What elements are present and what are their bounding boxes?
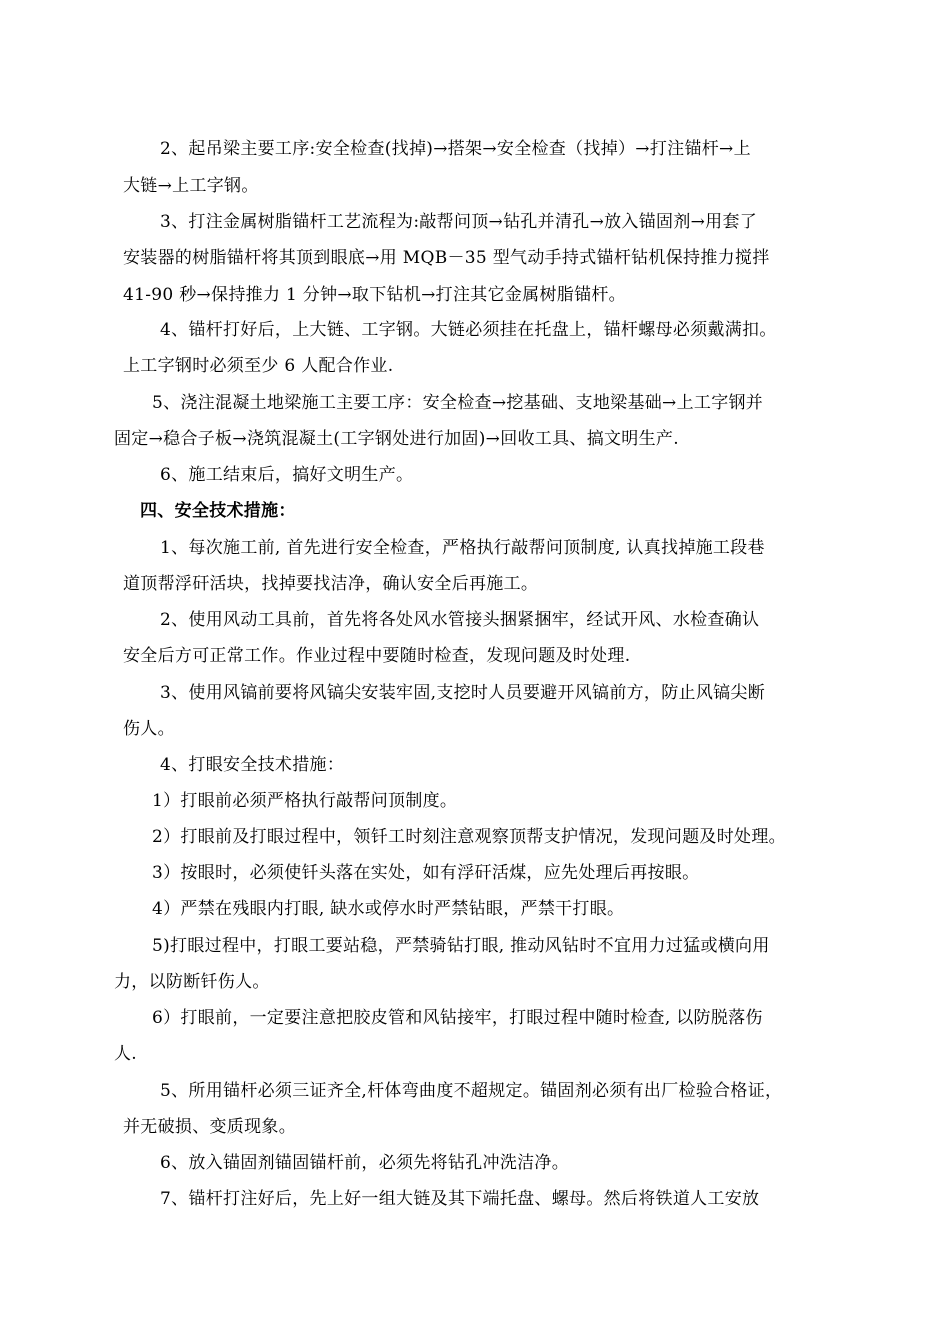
- text-line: 1、每次施工前, 首先进行安全检查，严格执行敲帮问顶制度, 认真找掉施工段巷: [160, 538, 765, 558]
- text-line: 3）按眼时，必须使钎头落在实处，如有浮矸活煤，应先处理后再按眼。: [152, 863, 700, 883]
- text-line: 4）严禁在残眼内打眼, 缺水或停水时严禁钻眼，严禁干打眼。: [152, 899, 625, 919]
- text-line: 5)打眼过程中，打眼工要站稳，严禁骑钻打眼, 推动风钻时不宜用力过猛或横向用: [152, 936, 770, 956]
- text-line: 2、使用风动工具前，首先将各处风水管接头捆紧捆牢，经试开风、水检查确认: [160, 610, 760, 630]
- text-line: 人.: [114, 1044, 138, 1064]
- text-line: 5、所用锚杆必须三证齐全,杆体弯曲度不超规定。锚固剂必须有出厂检验合格证，: [160, 1081, 783, 1101]
- text-line: 6、放入锚固剂锚固锚杆前，必须先将钻孔冲洗洁净。: [160, 1153, 570, 1173]
- text-line: 大链→上工字钢。: [123, 176, 259, 196]
- text-line: 6）打眼前，一定要注意把胶皮管和风钻接牢，打眼过程中随时检查, 以防脱落伤: [152, 1008, 763, 1028]
- text-line: 1）打眼前必须严格执行敲帮问顶制度。: [152, 791, 458, 811]
- text-line: 7、锚杆打注好后，先上好一组大链及其下端托盘、螺母。然后将铁道人工安放: [160, 1189, 760, 1209]
- text-line: 3、使用风镐前要将风镐尖安装牢固,支挖时人员要避开风镐前方，防止风镐尖断: [160, 683, 766, 703]
- text-line: 5、浇注混凝土地梁施工主要工序：安全检查→挖基础、支地梁基础→上工字钢并: [152, 393, 764, 413]
- text-line: 6、施工结束后，搞好文明生产。: [160, 465, 414, 485]
- text-line: 安全后方可正常工作。作业过程中要随时检查，发现问题及时处理.: [123, 646, 631, 666]
- text-line: 2）打眼前及打眼过程中，领钎工时刻注意观察顶帮支护情况，发现问题及时处理。: [152, 827, 786, 847]
- section-heading: 四、安全技术措施：: [140, 501, 296, 521]
- text-line: 并无破损、变质现象。: [123, 1117, 296, 1137]
- text-line: 3、打注金属树脂锚杆工艺流程为:敲帮问顶→钻孔并清孔→放入锚固剂→用套了: [160, 212, 758, 232]
- text-line: 2、起吊梁主要工序:安全检查(找掉)→搭架→安全检查（找掉）→打注锚杆→上: [160, 139, 751, 159]
- text-line: 安装器的树脂锚杆将其顶到眼底→用 MQB－35 型气动手持式锚杆钻机保持推力搅拌: [123, 248, 770, 268]
- text-line: 4、打眼安全技术措施：: [160, 755, 345, 775]
- text-line: 上工字钢时必须至少 6 人配合作业.: [123, 356, 394, 376]
- text-line: 道顶帮浮矸活块，找掉要找洁净，确认安全后再施工。: [123, 574, 539, 594]
- text-line: 固定→稳合子板→浇筑混凝土(工字钢处进行加固)→回收工具、搞文明生产.: [114, 429, 679, 449]
- text-line: 力，以防断钎伤人。: [114, 972, 270, 992]
- text-line: 4、锚杆打好后，上大链、工字钢。大链必须挂在托盘上，锚杆螺母必须戴满扣。: [160, 320, 777, 340]
- text-line: 41-90 秒→保持推力 1 分钟→取下钻机→打注其它金属树脂锚杆。: [123, 285, 626, 305]
- text-line: 伤人。: [123, 719, 175, 739]
